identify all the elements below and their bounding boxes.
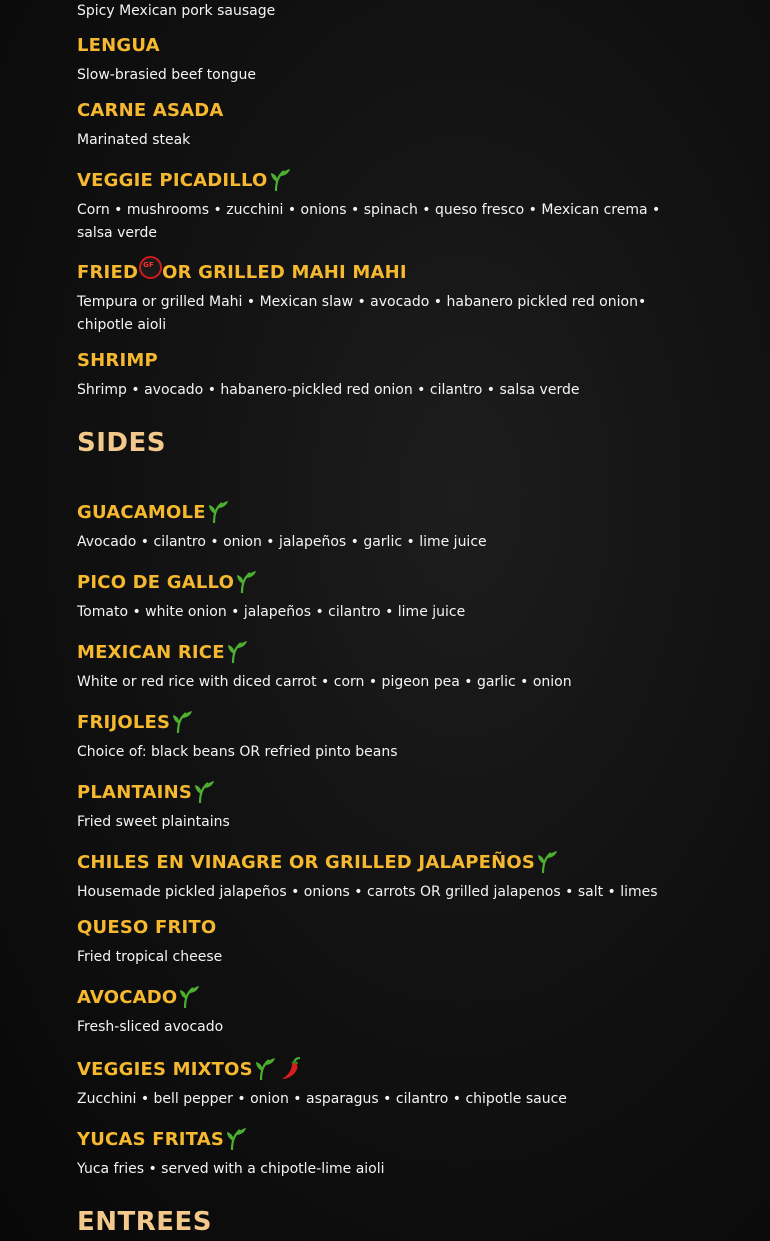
- section-title-sides: SIDES: [77, 428, 166, 458]
- item-name: PICO DE GALLO: [77, 571, 692, 593]
- item-description: Tomato • white onion • jalapeños • cilantro • lime juice: [77, 604, 466, 620]
- leaf-icon: [270, 168, 292, 192]
- item-description: Corn • mushrooms • zucchini • onions • spinach • queso fresco • Mexican crema • salsa verde: [77, 202, 661, 241]
- item-name: CHILES EN VINAGRE OR GRILLED JALAPEÑOS: [77, 851, 692, 873]
- menu-item-chiles-en-vinagre: [77, 851, 692, 904]
- item-name: QUESO FRITO: [77, 916, 217, 938]
- menu-item-avocado: [77, 986, 692, 1039]
- item-description: White or red rice with diced carrot • corn • pigeon pea • garlic • onion: [77, 674, 572, 690]
- leaf-icon: [194, 780, 216, 804]
- item-name: VEGGIE PICADILLO: [77, 169, 692, 191]
- item-name: VEGGIES MIXTOS: [77, 1058, 692, 1080]
- menu-item-plantains: [77, 781, 692, 834]
- item-description: Spicy Mexican pork sausage: [77, 3, 276, 19]
- item-name: MEXICAN RICE: [77, 641, 692, 663]
- leaf-icon: [255, 1057, 277, 1081]
- section-title-entrees: ENTREES: [77, 1207, 213, 1237]
- gluten-free-icon: [139, 256, 162, 279]
- item-description: Fresh-sliced avocado: [77, 1019, 224, 1035]
- item-name: CARNE ASADA: [77, 99, 224, 121]
- item-description: Choice of: black beans OR refried pinto beans: [77, 744, 398, 760]
- item-description: Slow-brasied beef tongue: [77, 67, 256, 83]
- item-name: GUACAMOLE: [77, 501, 692, 523]
- leaf-icon: [537, 850, 559, 874]
- menu-item-carne-asada: [77, 99, 692, 152]
- menu-item-yucas-fritas: [77, 1128, 692, 1181]
- item-name: FRIED GF OR GRILLED MAHI MAHI: [77, 261, 692, 283]
- item-description: Marinated steak: [77, 132, 191, 148]
- item-description: Shrimp • avocado • habanero-pickled red onion • cilantro • salsa verde: [77, 382, 580, 398]
- item-description: Tempura or grilled Mahi • Mexican slaw • avocado • habanero pickled red onion• chipotle aioli: [77, 294, 647, 333]
- item-name: PLANTAINS: [77, 781, 692, 803]
- item-description: Housemade pickled jalapeños • onions • carrots OR grilled jalapenos • salt • limes: [77, 884, 658, 900]
- item-description: Fried tropical cheese: [77, 949, 223, 965]
- leaf-icon: [236, 570, 258, 594]
- menu-item-guacamole: [77, 501, 692, 554]
- menu-item-frijoles: [77, 711, 692, 764]
- item-name: LENGUA: [77, 34, 160, 56]
- menu-item-shrimp: [77, 349, 692, 402]
- menu-item-veggies-mixtos: [77, 1058, 692, 1111]
- menu-item-queso-frito: [77, 916, 692, 969]
- chili-pepper-icon: [279, 1057, 303, 1081]
- item-description: Avocado • cilantro • onion • jalapeños • garlic • lime juice: [77, 534, 487, 550]
- item-description: Yuca fries • served with a chipotle-lime aioli: [77, 1161, 385, 1177]
- menu-item-mahi-mahi: [77, 261, 692, 337]
- item-description: Zucchini • bell pepper • onion • asparagus • cilantro • chipotle sauce: [77, 1091, 567, 1107]
- item-name: YUCAS FRITAS: [77, 1128, 692, 1150]
- leaf-icon: [172, 710, 194, 734]
- leaf-icon: [208, 500, 230, 524]
- item-description: Fried sweet plaintains: [77, 814, 230, 830]
- leaf-icon: [226, 1127, 248, 1151]
- menu-item-lengua: [77, 34, 692, 87]
- menu-item-veggie-picadillo: [77, 169, 692, 245]
- item-name: FRIJOLES: [77, 711, 692, 733]
- item-name: AVOCADO: [77, 986, 692, 1008]
- leaf-icon: [227, 640, 249, 664]
- menu-item-pico-de-gallo: [77, 571, 692, 624]
- menu-item-mexican-rice: [77, 641, 692, 694]
- leaf-icon: [179, 985, 201, 1009]
- item-name: SHRIMP: [77, 349, 158, 371]
